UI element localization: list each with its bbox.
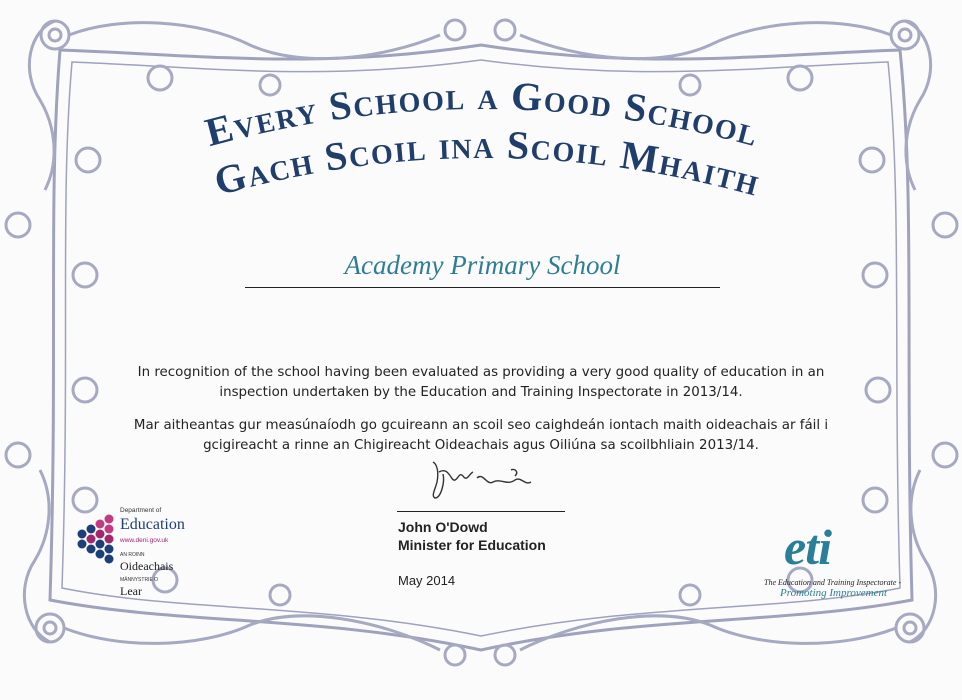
- doe-an-roinn: AN ROINN: [120, 552, 145, 558]
- doe-oideachais: Oideachais: [120, 559, 174, 573]
- signature: [415, 452, 555, 510]
- recognition-text-irish: Mar aitheantas gur measúnaíodh go gcuireann an scoil seo caighdeán iontach maith oideachais ar fáil i gcigireacht a rinne an Chigireacht Oideachais agus Oiliúna sa scoilbhliain 2013/14.: [133, 418, 829, 453]
- eti-logo: eti: [784, 519, 831, 575]
- doe-dept-of: Department of: [120, 507, 162, 514]
- signer-name: John O'Dowd: [398, 519, 488, 535]
- doe-mannystrie: MÄNNYSTRIE O: [120, 577, 159, 583]
- title-line-2: Gach Scoil ina Scoil Mhaith: [209, 121, 766, 205]
- school-name-underline: [245, 287, 720, 288]
- eti-tagline: The Education and Training Inspectorate -: [764, 578, 902, 587]
- certificate-date: May 2014: [398, 573, 456, 588]
- doe-url: www.deni.gov.uk: [120, 537, 169, 544]
- eti-slogan: Promoting Improvement: [780, 587, 888, 599]
- recognition-text-english: In recognition of the school having been evaluated as providing a very good quality of education in an inspection undertaken by the Education and Training Inspectorate in 2013/14.: [137, 365, 825, 400]
- signer-title: Minister for Education: [398, 537, 546, 553]
- doe-education: Education: [120, 516, 185, 533]
- doe-lear: Lear: [120, 584, 142, 598]
- signature-line: [397, 511, 565, 512]
- title-line-1: Every School a Good School: [200, 72, 765, 156]
- school-name: Academy Primary School: [344, 250, 621, 280]
